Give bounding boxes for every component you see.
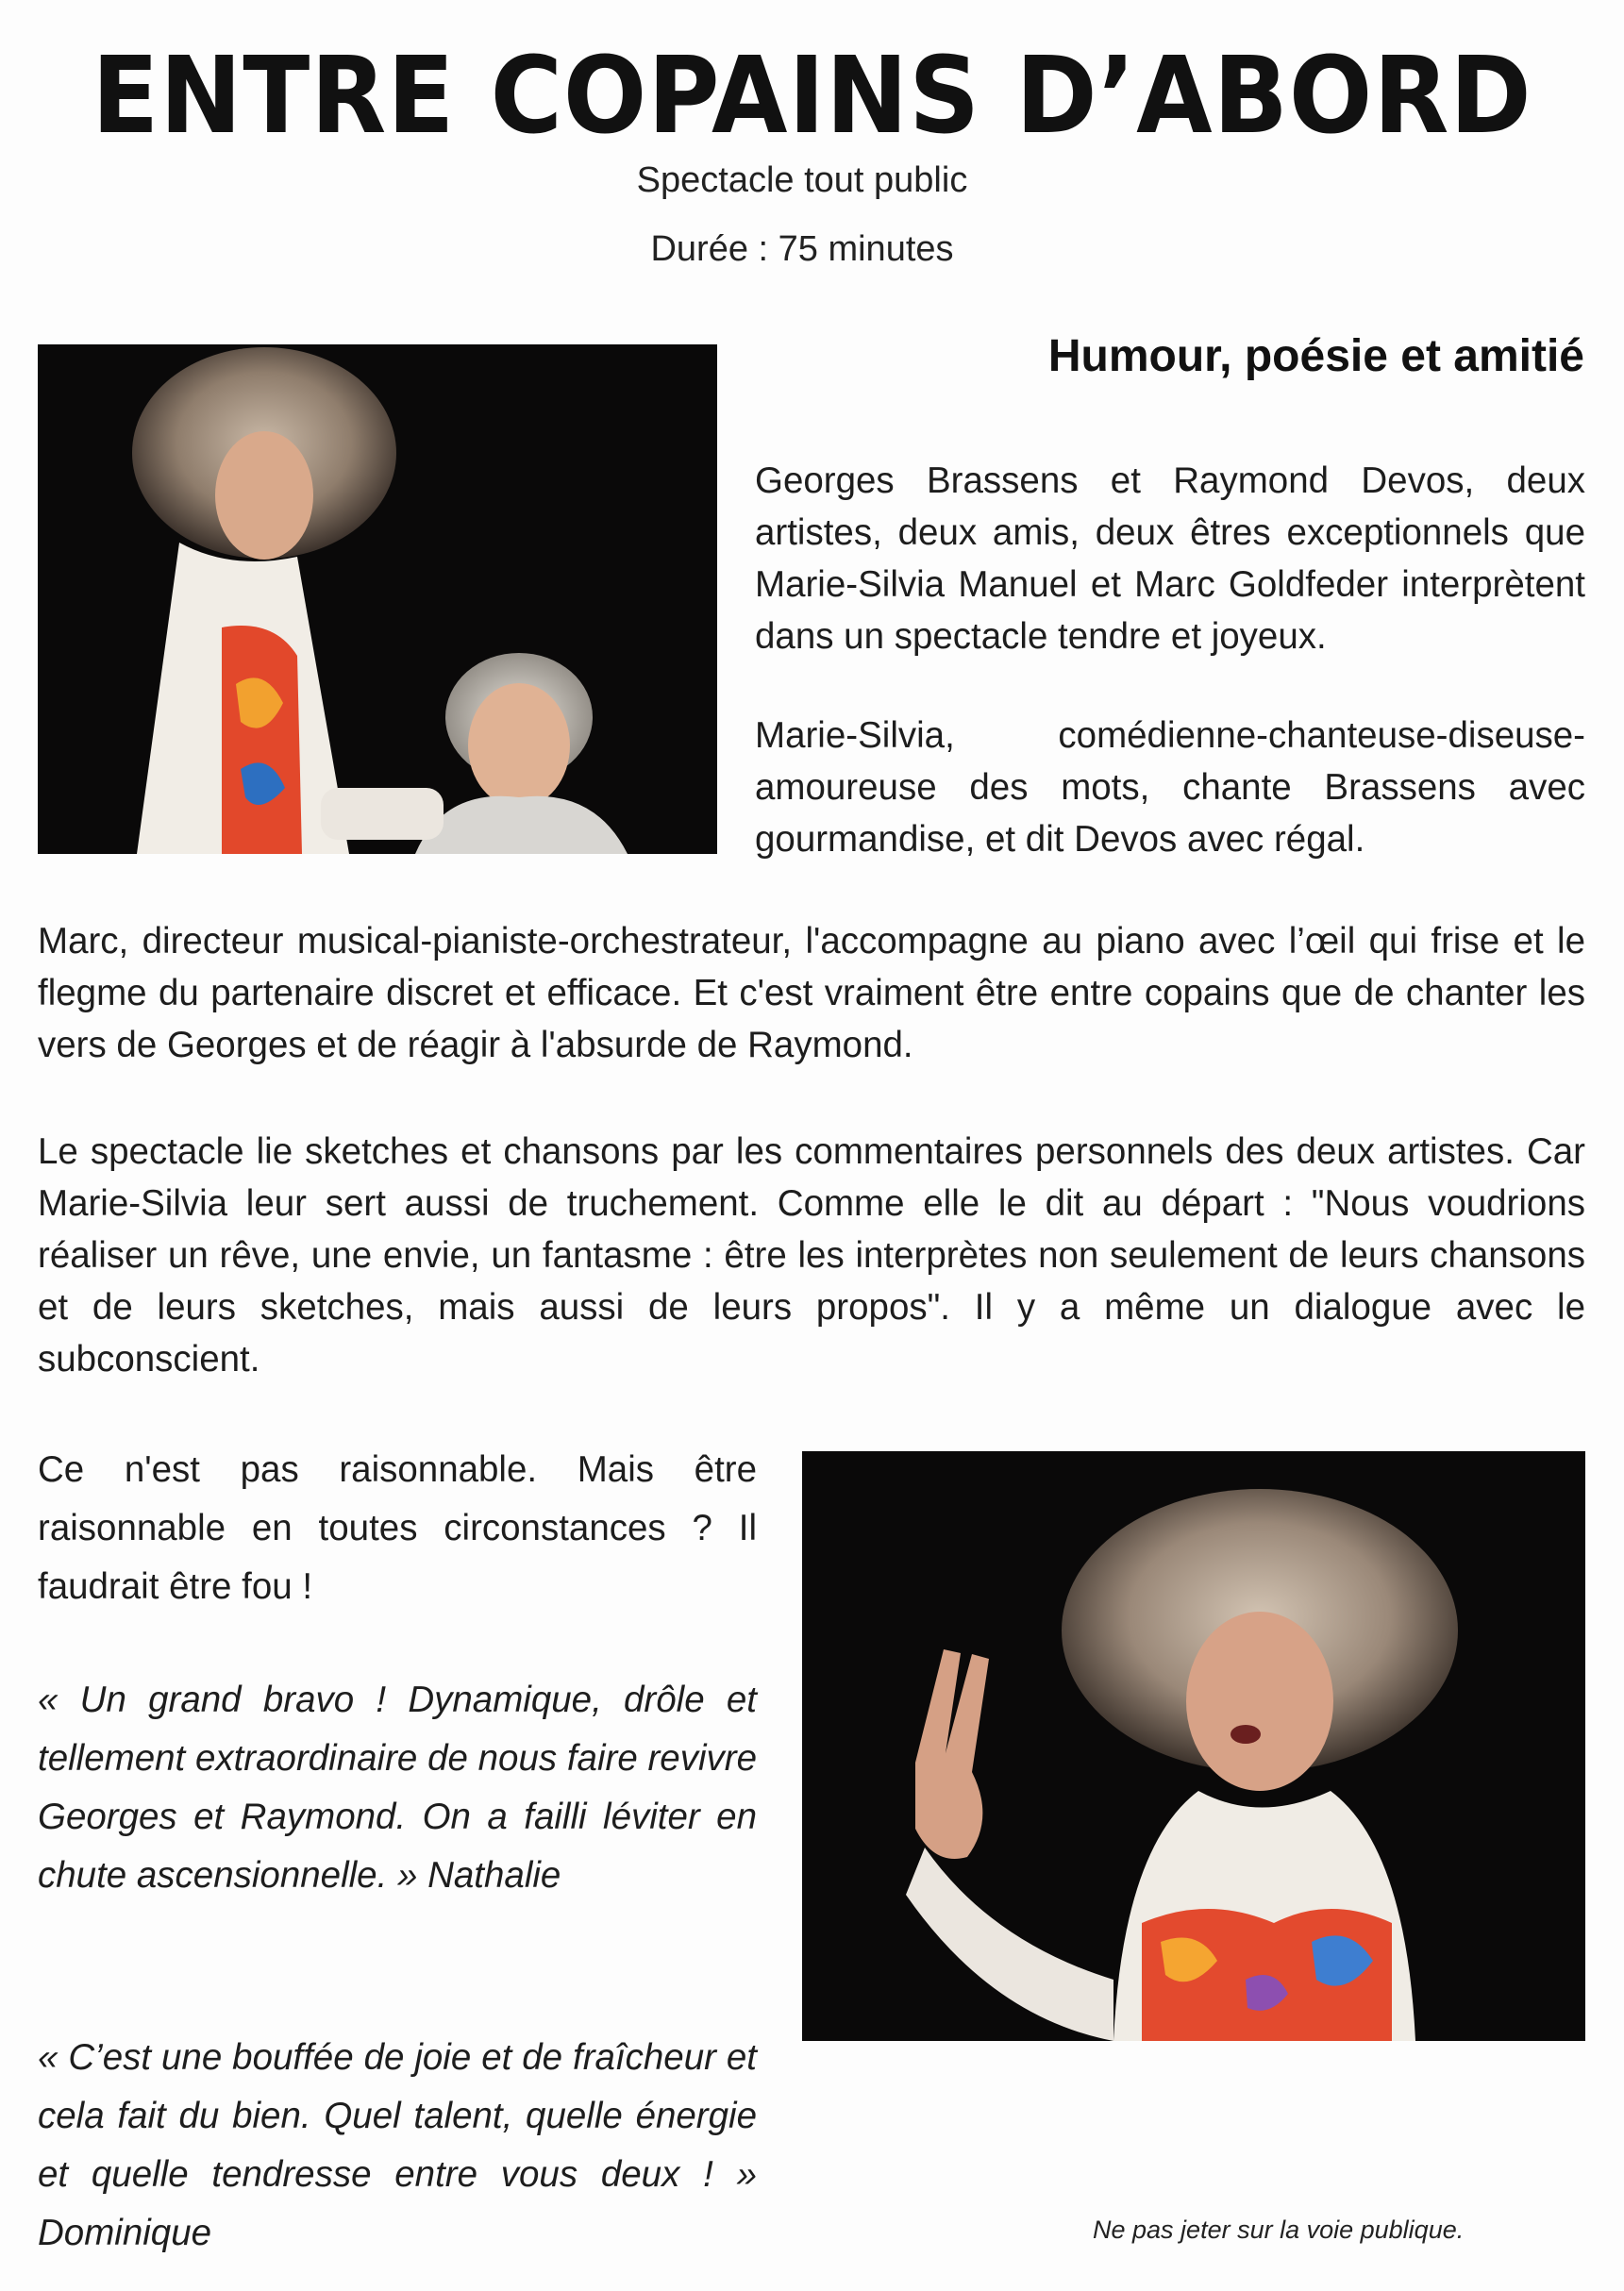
paragraph-marc: Marc, directeur musical-pianiste-orchestrateur, l'accompagne au piano avec l’œil qui frise et le flegme du partenaire discret et efficace. Et c'est vraiment être entre copains que de chanter les vers de Georges et de réagir à l'absurde de Raymond. (38, 921, 1585, 1065)
photo-performer-gesturing (802, 1451, 1585, 2041)
testimonial-quote: « Un grand bravo ! Dynamique, drôle et tellement extraordinaire de nous faire revivre Georges et Raymond. On a failli léviter en chute ascensionnelle. » Nathalie (38, 1680, 757, 1896)
paragraph-reasonable: Ce n'est pas raisonnable. Mais être raisonnable en toutes circonstances ? Il faudrait être fou ! (38, 1449, 757, 1607)
page-subtitle: Spectacle tout public (636, 160, 968, 200)
photo-performer-illustration (802, 1451, 1585, 2041)
paragraph-marie-silvia: Marie-Silvia, comédienne-chanteuse-diseuse-amoureuse des mots, chante Brassens avec gourmandise, et dit Devos avec régal. (755, 715, 1585, 860)
photo-duo-illustration (38, 344, 717, 854)
paragraph-show-description: Le spectacle lie sketches et chansons par les commentaires personnels des deux artistes. Car Marie-Silvia leur sert aussi de truchement. Comme elle le dit au départ : "Nous voudrions réaliser un rêve, une envie, un fantasme : être les interprètes non seulement de leurs chansons et de leurs sketches, mais aussi de leurs propos". Il y a même un dialogue avec le subconscient. (38, 1131, 1585, 1380)
photo-duo-on-stage (38, 344, 717, 854)
testimonial-quote: « C’est une bouffée de joie et de fraîcheur et cela fait du bien. Quel talent, quelle énergie et quelle tendresse entre vous deux ! » Dominique (38, 2037, 757, 2253)
page-title: ENTRE COPAINS D’ABORD (92, 33, 1532, 158)
section-heading: Humour, poésie et amitié (1047, 331, 1584, 381)
show-duration: Durée : 75 minutes (650, 229, 954, 269)
paragraph-intro: Georges Brassens et Raymond Devos, deux artistes, deux amis, deux êtres exceptionnels que Marie-Silvia Manuel et Marc Goldfeder interprètent dans un spectacle tendre et joyeux. (755, 460, 1585, 657)
footer-note: Ne pas jeter sur la voie publique. (1093, 2216, 1465, 2244)
